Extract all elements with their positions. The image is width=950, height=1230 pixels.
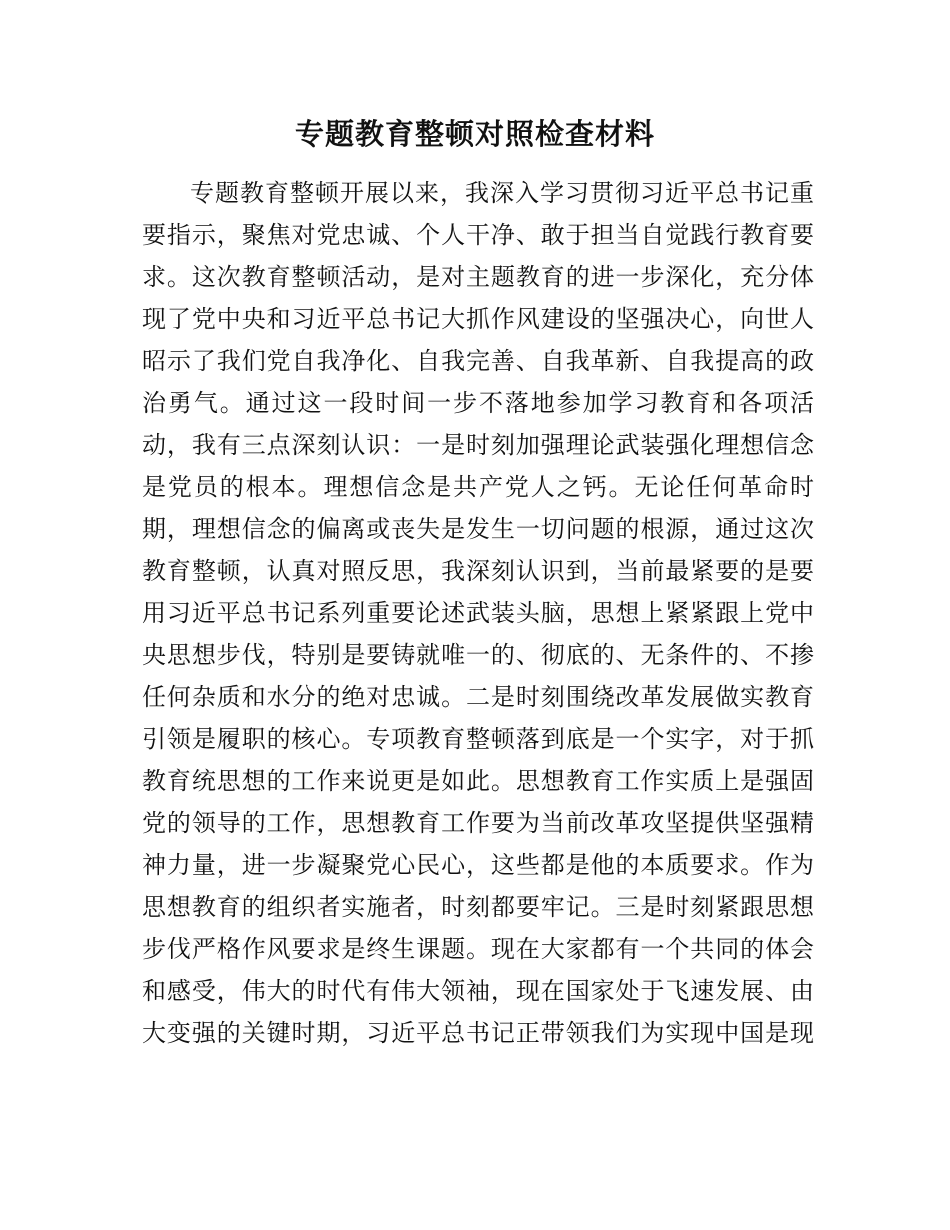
- body-line: 神力量，进一步凝聚党心民心，这些都是他的本质要求。作为: [142, 851, 814, 879]
- body-line: 动，我有三点深刻认识：一是时刻加强理论武装强化理想信念: [142, 431, 814, 459]
- body-line: 教育整顿，认真对照反思，我深刻认识到，当前最紧要的是要: [142, 557, 814, 585]
- body-line: 专题教育整顿开展以来，我深入学习贯彻习近平总书记重: [190, 179, 814, 207]
- body-line: 现了党中央和习近平总书记大抓作风建设的坚强决心，向世人: [142, 305, 814, 333]
- body-line: 昭示了我们党自我净化、自我完善、自我革新、自我提高的政: [142, 347, 814, 375]
- body-line: 期，理想信念的偏离或丧失是发生一切问题的根源，通过这次: [142, 515, 814, 543]
- body-line: 教育统思想的工作来说更是如此。思想教育工作实质上是强固: [142, 767, 814, 795]
- body-line: 求。这次教育整顿活动，是对主题教育的进一步深化，充分体: [142, 263, 814, 291]
- body-line: 步伐严格作风要求是终生课题。现在大家都有一个共同的体会: [142, 935, 814, 963]
- body-line: 是党员的根本。理想信念是共产党人之钙。无论任何革命时: [142, 473, 814, 501]
- body-line: 任何杂质和水分的绝对忠诚。二是时刻围绕改革发展做实教育: [142, 683, 814, 711]
- body-line: 引领是履职的核心。专项教育整顿落到底是一个实字，对于抓: [142, 725, 814, 753]
- body-line: 思想教育的组织者实施者，时刻都要牢记。三是时刻紧跟思想: [142, 893, 814, 921]
- body-line: 治勇气。通过这一段时间一步不落地参加学习教育和各项活: [142, 389, 814, 417]
- body-line: 和感受，伟大的时代有伟大领袖，现在国家处于飞速发展、由: [142, 977, 814, 1005]
- body-line: 央思想步伐，特别是要铸就唯一的、彻底的、无条件的、不掺: [142, 641, 814, 669]
- body-line: 用习近平总书记系列重要论述武装头脑，思想上紧紧跟上党中: [142, 599, 814, 627]
- body-line: 要指示，聚焦对党忠诚、个人干净、敢于担当自觉践行教育要: [142, 221, 814, 249]
- document-title: 专题教育整顿对照检查材料: [294, 117, 655, 151]
- document-body: [142, 172, 814, 1054]
- body-line: 党的领导的工作，思想教育工作要为当前改革攻坚提供坚强精: [142, 809, 814, 837]
- body-line: 大变强的关键时期，习近平总书记正带领我们为实现中国是现: [142, 1019, 814, 1047]
